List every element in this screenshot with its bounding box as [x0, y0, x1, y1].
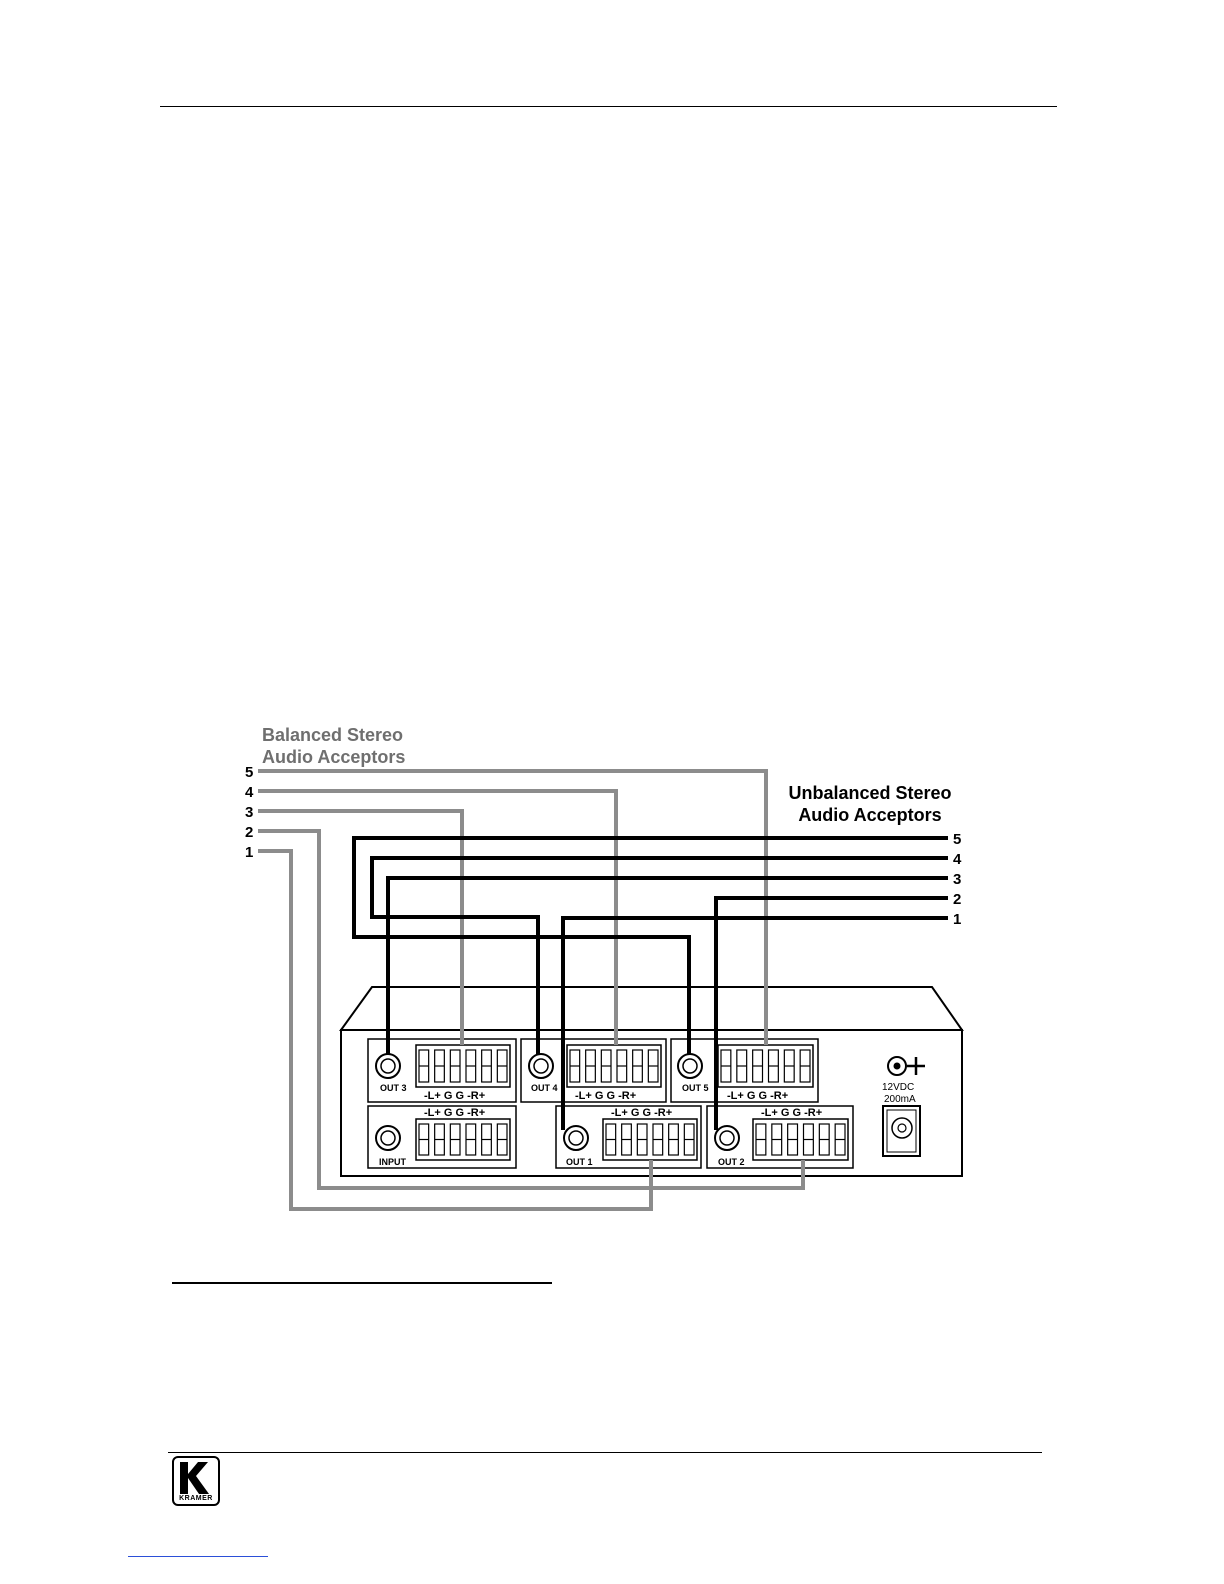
- unbalanced-wire-4: [372, 858, 948, 1054]
- unbalanced-title-line2: Audio Acceptors: [798, 805, 942, 825]
- unbalanced-number-4: 4: [953, 851, 962, 868]
- power-voltage-label: 12VDC: [882, 1082, 915, 1093]
- unbalanced-wire-5: [354, 838, 948, 1054]
- balanced-number-3: 3: [245, 804, 254, 821]
- unbalanced-number-5: 5: [953, 831, 962, 848]
- label-out5: OUT 5: [682, 1083, 709, 1093]
- kramer-logo: [172, 1456, 220, 1506]
- pin-label-out1: -L+ G G -R+: [611, 1107, 673, 1119]
- dc-socket: [883, 1106, 920, 1156]
- unbalanced-wire-3: [388, 878, 948, 1054]
- balanced-wire-3: [258, 811, 462, 1045]
- jack-out4: [529, 1054, 553, 1078]
- jack-out2: [715, 1126, 739, 1150]
- power-jack: [888, 1057, 925, 1075]
- pin-label-out4: -L+ G G -R+: [575, 1090, 637, 1102]
- balanced-number-2: 2: [245, 824, 254, 841]
- balanced-title-line1: Balanced Stereo: [262, 725, 404, 745]
- pin-label-input: -L+ G G -R+: [424, 1107, 486, 1119]
- unbalanced-number-1: 1: [953, 911, 962, 928]
- pin-label-out2: -L+ G G -R+: [761, 1107, 823, 1119]
- label-out2: OUT 2: [718, 1157, 745, 1167]
- balanced-number-5: 5: [245, 764, 254, 781]
- footer-link-underline: [128, 1556, 268, 1557]
- jack-out3: [376, 1054, 400, 1078]
- pin-label-out5: -L+ G G -R+: [727, 1090, 789, 1102]
- label-input: INPUT: [379, 1157, 406, 1167]
- label-out3: OUT 3: [380, 1083, 407, 1093]
- label-out1: OUT 1: [566, 1157, 593, 1167]
- unbalanced-number-2: 2: [953, 891, 962, 908]
- unbalanced-title-line1: Unbalanced Stereo: [788, 783, 952, 803]
- unbalanced-number-3: 3: [953, 871, 962, 888]
- power-current-label: 200mA: [884, 1094, 916, 1105]
- jack-out5: [678, 1054, 702, 1078]
- balanced-number-4: 4: [245, 784, 254, 801]
- jack-input: [376, 1126, 400, 1150]
- unbalanced-wires: [354, 838, 948, 1130]
- balanced-number-1: 1: [245, 844, 254, 861]
- logo-text: KRAMER: [179, 1495, 213, 1502]
- kramer-k-icon: [174, 1460, 218, 1496]
- label-out4: OUT 4: [531, 1083, 558, 1093]
- pin-label-out3: -L+ G G -R+: [424, 1090, 486, 1102]
- balanced-title-line2: Audio Acceptors: [262, 747, 406, 767]
- jack-out1: [564, 1126, 588, 1150]
